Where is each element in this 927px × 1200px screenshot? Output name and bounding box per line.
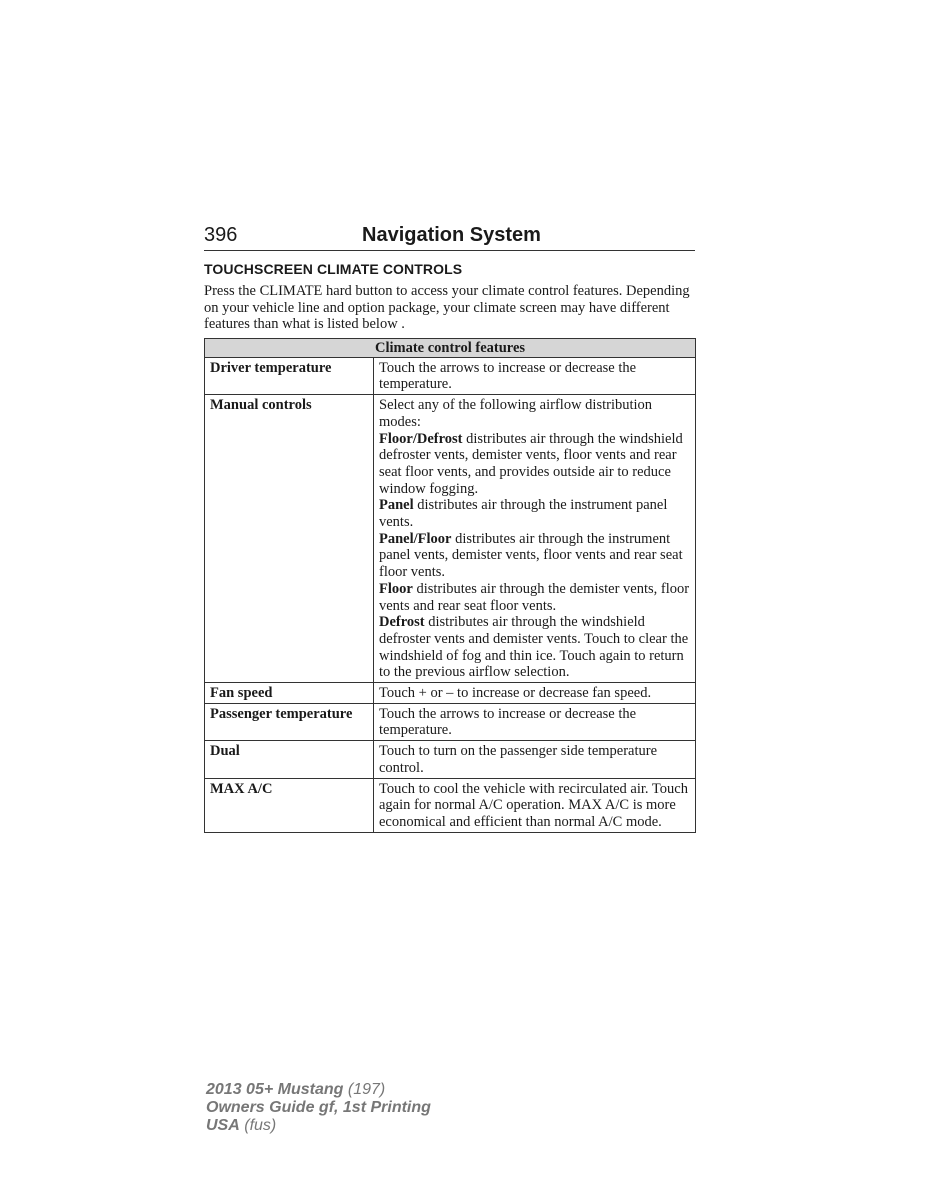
- row-description: Touch the arrows to increase or decrease the temperature.: [374, 357, 696, 394]
- manual-controls-intro: Select any of the following airflow distribution modes:: [379, 397, 653, 430]
- footer-printing: Owners Guide gf, 1st Printing: [206, 1099, 431, 1116]
- mode-name: Floor: [379, 580, 413, 597]
- row-label: Manual controls: [205, 395, 374, 683]
- page-number: 396: [204, 224, 238, 246]
- page-footer: [206, 1081, 431, 1135]
- table-row: [205, 395, 696, 683]
- row-description: Touch to turn on the passenger side temperature control.: [374, 741, 696, 778]
- row-label: Passenger temperature: [205, 703, 374, 740]
- mode-text: distributes air through the demister vents, floor vents and rear seat floor vents.: [379, 580, 690, 614]
- footer-line: [206, 1081, 431, 1099]
- footer-line: [206, 1099, 431, 1117]
- table-row: [205, 741, 696, 778]
- table-header: Climate control features: [205, 339, 696, 358]
- footer-market: USA: [206, 1117, 240, 1134]
- footer-model-code: (197): [347, 1081, 386, 1098]
- footer-market-code: (fus): [244, 1117, 277, 1134]
- row-label: Driver temperature: [205, 357, 374, 394]
- mode-name: Panel/Floor: [379, 530, 452, 547]
- climate-features-table: [204, 338, 696, 833]
- row-description: Touch to cool the vehicle with recirculated air. Touch again for normal A/C operation. MAX A/C is more economical and efficient than normal A/C mode.: [374, 778, 696, 832]
- mode-text: distributes air through the windshield defroster vents, demister vents, floor vents and rear seat floor vents, and provides outside air to reduce window fogging.: [379, 430, 683, 497]
- row-description: Touch the arrows to increase or decrease the temperature.: [374, 703, 696, 740]
- page-header: [204, 222, 695, 251]
- subheading: TOUCHSCREEN CLIMATE CONTROLS: [204, 261, 463, 277]
- mode-text: distributes air through the instrument panel vents.: [379, 497, 668, 531]
- mode-name: Floor/Defrost: [379, 430, 463, 447]
- footer-model: 2013 05+ Mustang: [206, 1081, 344, 1098]
- table-row: [205, 357, 696, 394]
- row-description: [374, 395, 696, 683]
- table-row: [205, 778, 696, 832]
- row-label: Fan speed: [205, 683, 374, 704]
- table-row: [205, 703, 696, 740]
- intro-paragraph: Press the CLIMATE hard button to access your climate control features. Depending on your vehicle line and option package, your climate screen may have different features than what is listed below .: [204, 283, 690, 333]
- row-label: MAX A/C: [205, 778, 374, 832]
- footer-line: [206, 1117, 431, 1135]
- row-description: Touch + or – to increase or decrease fan speed.: [374, 683, 696, 704]
- mode-text: distributes air through the windshield defroster vents and demister vents. Touch to clear the windshield of fog and thin ice. Touch again to return to the previous airflow selection.: [379, 614, 689, 681]
- mode-text: distributes air through the instrument panel vents, demister vents, floor vents and rear seat floor vents.: [379, 530, 683, 581]
- mode-name: Defrost: [379, 614, 425, 631]
- mode-name: Panel: [379, 497, 414, 514]
- table-row: [205, 683, 696, 704]
- row-label: Dual: [205, 741, 374, 778]
- table-header-row: [205, 339, 696, 358]
- section-title: Navigation System: [362, 224, 541, 246]
